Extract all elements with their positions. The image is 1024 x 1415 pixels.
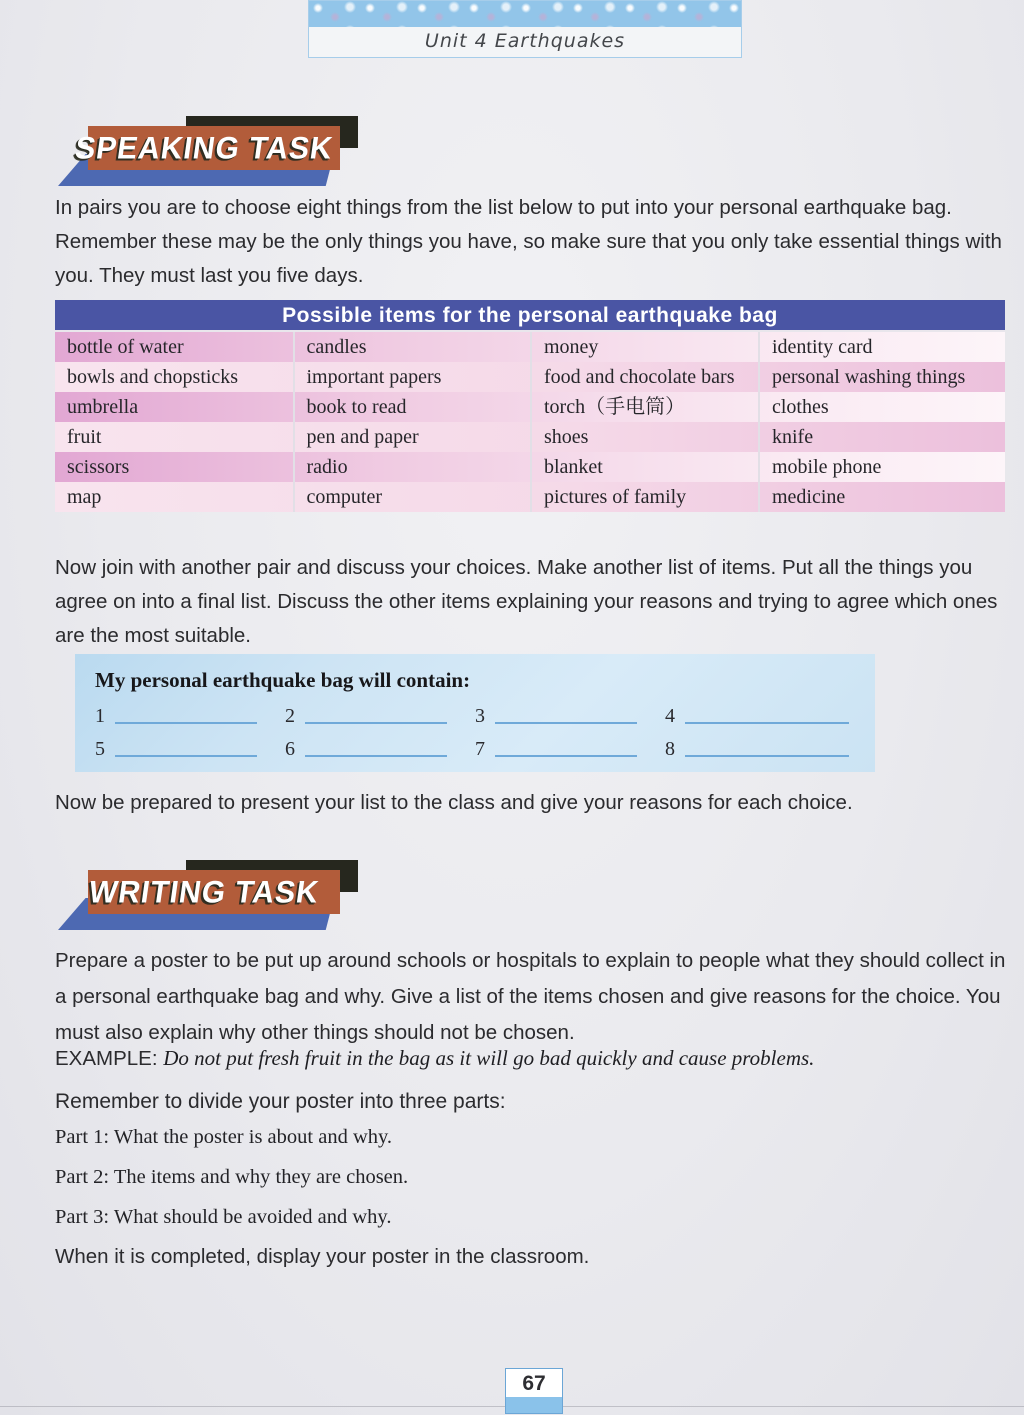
bag-list-slot xyxy=(95,739,285,759)
bag-list-row xyxy=(95,706,855,726)
unit-title: Unit 4 Earthquakes xyxy=(424,30,626,52)
table-cell: personal washing things xyxy=(758,362,1005,392)
slot-number: 6 xyxy=(285,738,295,760)
speaking-task-badge xyxy=(58,116,358,188)
bag-list-slot xyxy=(285,706,475,726)
write-in-blank xyxy=(305,753,447,757)
table-row xyxy=(55,362,1005,392)
writing-task-badge xyxy=(58,860,358,932)
table-cell: medicine xyxy=(758,482,1005,512)
poster-part-3: Part 3: What should be avoided and why. xyxy=(55,1206,392,1228)
bag-list-box xyxy=(75,654,875,772)
table-cell: blanket xyxy=(530,452,758,482)
page-number: 67 xyxy=(522,1372,546,1395)
slot-number: 7 xyxy=(475,738,485,760)
table-cell: umbrella xyxy=(67,396,139,418)
bag-list-slot xyxy=(665,706,855,726)
bag-list-slot xyxy=(475,739,665,759)
table-row xyxy=(55,452,1005,482)
poster-part-2: Part 2: The items and why they are chosen. xyxy=(55,1166,409,1188)
speaking-intro-paragraph: In pairs you are to choose eight things from the list below to put into your personal earthquake bag. Remember these may be the only things you have, so make sure that you only take essential things with you. They must last you five days. xyxy=(55,196,1002,287)
table-row xyxy=(55,482,1005,512)
bag-list-row xyxy=(95,739,855,759)
write-in-blank xyxy=(305,720,447,724)
poster-part-1: Part 1: What the poster is about and why. xyxy=(55,1126,393,1148)
writing-intro-paragraph: Prepare a poster to be put up around schools or hospitals to explain to people what they should collect in a personal earthquake bag and why. Give a list of the items chosen and give reasons for the choice. You must also explain why other things should not be chosen. xyxy=(55,949,1006,1044)
table-cell: torch（手电筒） xyxy=(530,392,758,422)
unit-header-box xyxy=(308,0,742,58)
table-cell: shoes xyxy=(530,422,758,452)
write-in-blank xyxy=(685,753,849,757)
table-cell: important papers xyxy=(293,362,531,392)
write-in-blank xyxy=(495,720,637,724)
bag-list-slot xyxy=(475,706,665,726)
example-sentence: Do not put fresh fruit in the bag as it will go bad quickly and cause problems. xyxy=(163,1046,815,1070)
write-in-blank xyxy=(495,753,637,757)
slot-number: 4 xyxy=(665,705,675,727)
table-cell: clothes xyxy=(758,392,1005,422)
table-cell: map xyxy=(67,486,102,508)
table-row xyxy=(55,392,1005,422)
write-in-blank xyxy=(685,720,849,724)
table-cell: pen and paper xyxy=(293,422,531,452)
example-label: EXAMPLE: xyxy=(55,1047,164,1070)
present-paragraph: Now be prepared to present your list to the class and give your reasons for each choice. xyxy=(55,791,853,814)
table-cell: pictures of family xyxy=(530,482,758,512)
slot-number: 3 xyxy=(475,705,485,727)
table-cell: money xyxy=(530,332,758,362)
slot-number: 1 xyxy=(95,705,105,727)
table-cell: knife xyxy=(758,422,1005,452)
table-cell: candles xyxy=(293,332,531,362)
remember-line: Remember to divide your poster into three parts: xyxy=(55,1090,506,1113)
slot-number: 2 xyxy=(285,705,295,727)
closing-line: When it is completed, display your poster in the classroom. xyxy=(55,1245,590,1268)
bag-list-slot xyxy=(285,739,475,759)
discuss-paragraph: Now join with another pair and discuss your choices. Make another list of items. Put all the things you agree on into a final list. Discuss the other items explaining your reasons and trying to agree which ones are the most suitable. xyxy=(55,556,998,647)
table-row xyxy=(55,332,1005,362)
table-cell: bowls and chopsticks xyxy=(67,366,239,388)
water-droplets-band xyxy=(309,1,741,27)
items-table-title: Possible items for the personal earthquake bag xyxy=(55,300,1005,332)
write-in-blank xyxy=(115,720,257,724)
write-in-blank xyxy=(115,753,257,757)
bag-list-slot xyxy=(665,739,855,759)
table-cell: book to read xyxy=(293,392,531,422)
items-table xyxy=(55,300,1005,512)
page-number-box xyxy=(505,1368,563,1414)
table-cell: scissors xyxy=(67,456,130,478)
writing-task-label: WRITING TASK xyxy=(86,875,322,910)
table-row xyxy=(55,422,1005,452)
example-line xyxy=(55,1046,1007,1071)
table-cell: fruit xyxy=(67,426,102,448)
table-cell: mobile phone xyxy=(758,452,1005,482)
bag-list-title: My personal earthquake bag will contain: xyxy=(95,668,471,692)
table-cell: bottle of water xyxy=(67,336,184,358)
slot-number: 5 xyxy=(95,738,105,760)
table-cell: identity card xyxy=(758,332,1005,362)
table-cell: food and chocolate bars xyxy=(530,362,758,392)
bag-list-slot xyxy=(95,706,285,726)
table-cell: radio xyxy=(293,452,531,482)
speaking-task-label: SPEAKING TASK xyxy=(72,131,336,166)
page-number-blue-strip xyxy=(506,1397,562,1413)
slot-number: 8 xyxy=(665,738,675,760)
table-cell: computer xyxy=(293,482,531,512)
